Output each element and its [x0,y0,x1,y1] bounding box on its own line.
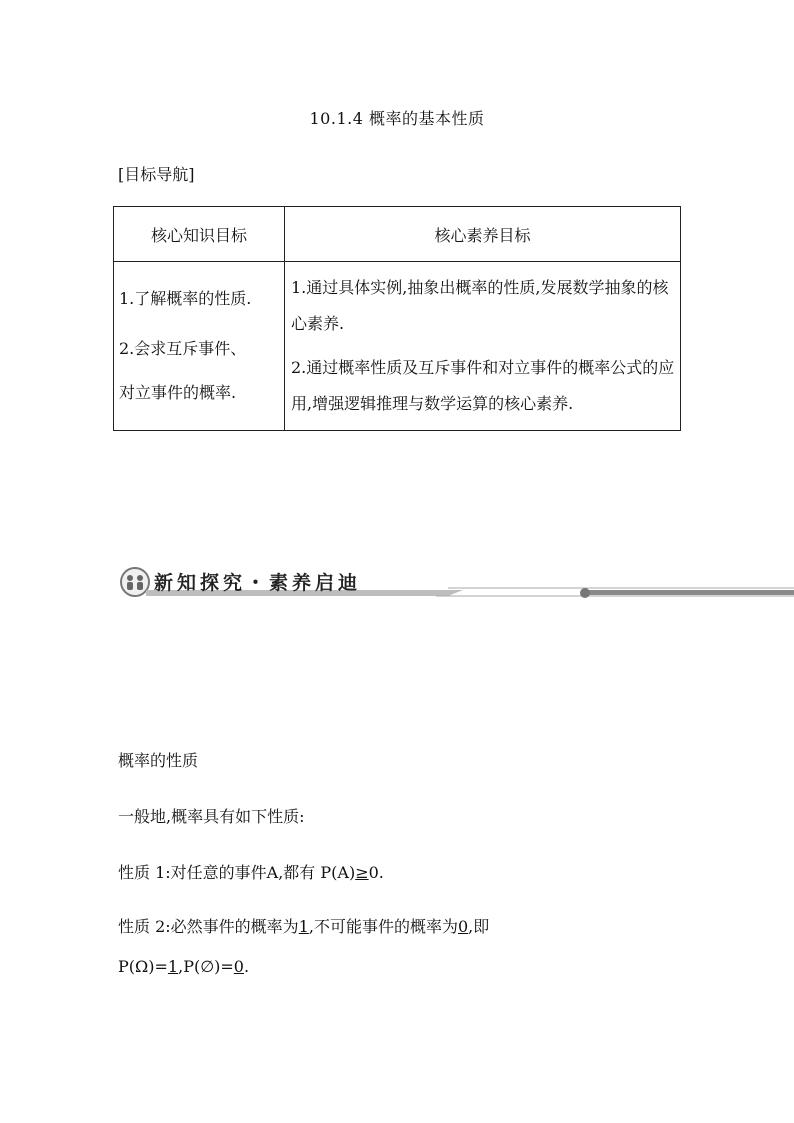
literacy-goals-header: 核心素养目标 [285,207,681,262]
property-1 [118,860,384,883]
knowledge-goal-2b: 对立事件的概率. [119,383,237,402]
knowledge-goal-2a: 2.会求互斥事件、 [119,339,247,358]
property-2-blank-4: 0 [233,957,244,976]
property-1-text: 性质 1:对任意的事件A,都有 P(A) [118,863,356,882]
goals-table-header-row [114,207,681,262]
property-2-blank-3: 1 [167,957,179,976]
section-banner [118,562,794,602]
literacy-goal-1: 1.通过具体实例,抽象出概率的性质,发展数学抽象的核心素养. [291,278,669,333]
knowledge-goals-header: 核心知识目标 [114,207,285,262]
property-1-blank: ≥ [355,863,369,882]
goal-navigation-heading: [目标导航] [118,165,195,184]
goals-table-row [114,262,681,431]
property-2-text-c: ,即 [468,917,490,936]
section-heading: 概率的性质 [118,751,199,770]
page-title: 10.1.4 概率的基本性质 [309,109,485,128]
literacy-goals-cell [285,262,681,431]
property-2-blank-1: 1 [298,917,309,936]
property-2-line-2 [118,957,249,976]
intro-text: 一般地,概率具有如下性质: [118,807,305,826]
literacy-goal-2: 2.通过概率性质及互斥事件和对立事件的概率公式的应用,增强逻辑推理与数学运算的核心素养. [291,358,675,413]
property-2-blank-2: 0 [457,917,469,936]
banner-title: 新知探究・素养启迪 [154,572,362,594]
property-2-line-1 [118,914,489,937]
property-2-text-b: ,不可能事件的概率为 [308,917,458,936]
property-2-formula-c: . [243,957,250,976]
knowledge-goal-1: 1.了解概率的性质. [119,289,252,308]
property-2-formula-a: P(Ω)= [118,957,168,976]
property-2-formula-b: ,P(∅)= [178,957,234,976]
knowledge-goals-cell [114,262,285,431]
people-circle-icon [121,568,149,596]
property-1-end: 0. [368,863,384,882]
goals-table [113,206,681,431]
property-2-text-a: 性质 2:必然事件的概率为 [118,917,299,936]
